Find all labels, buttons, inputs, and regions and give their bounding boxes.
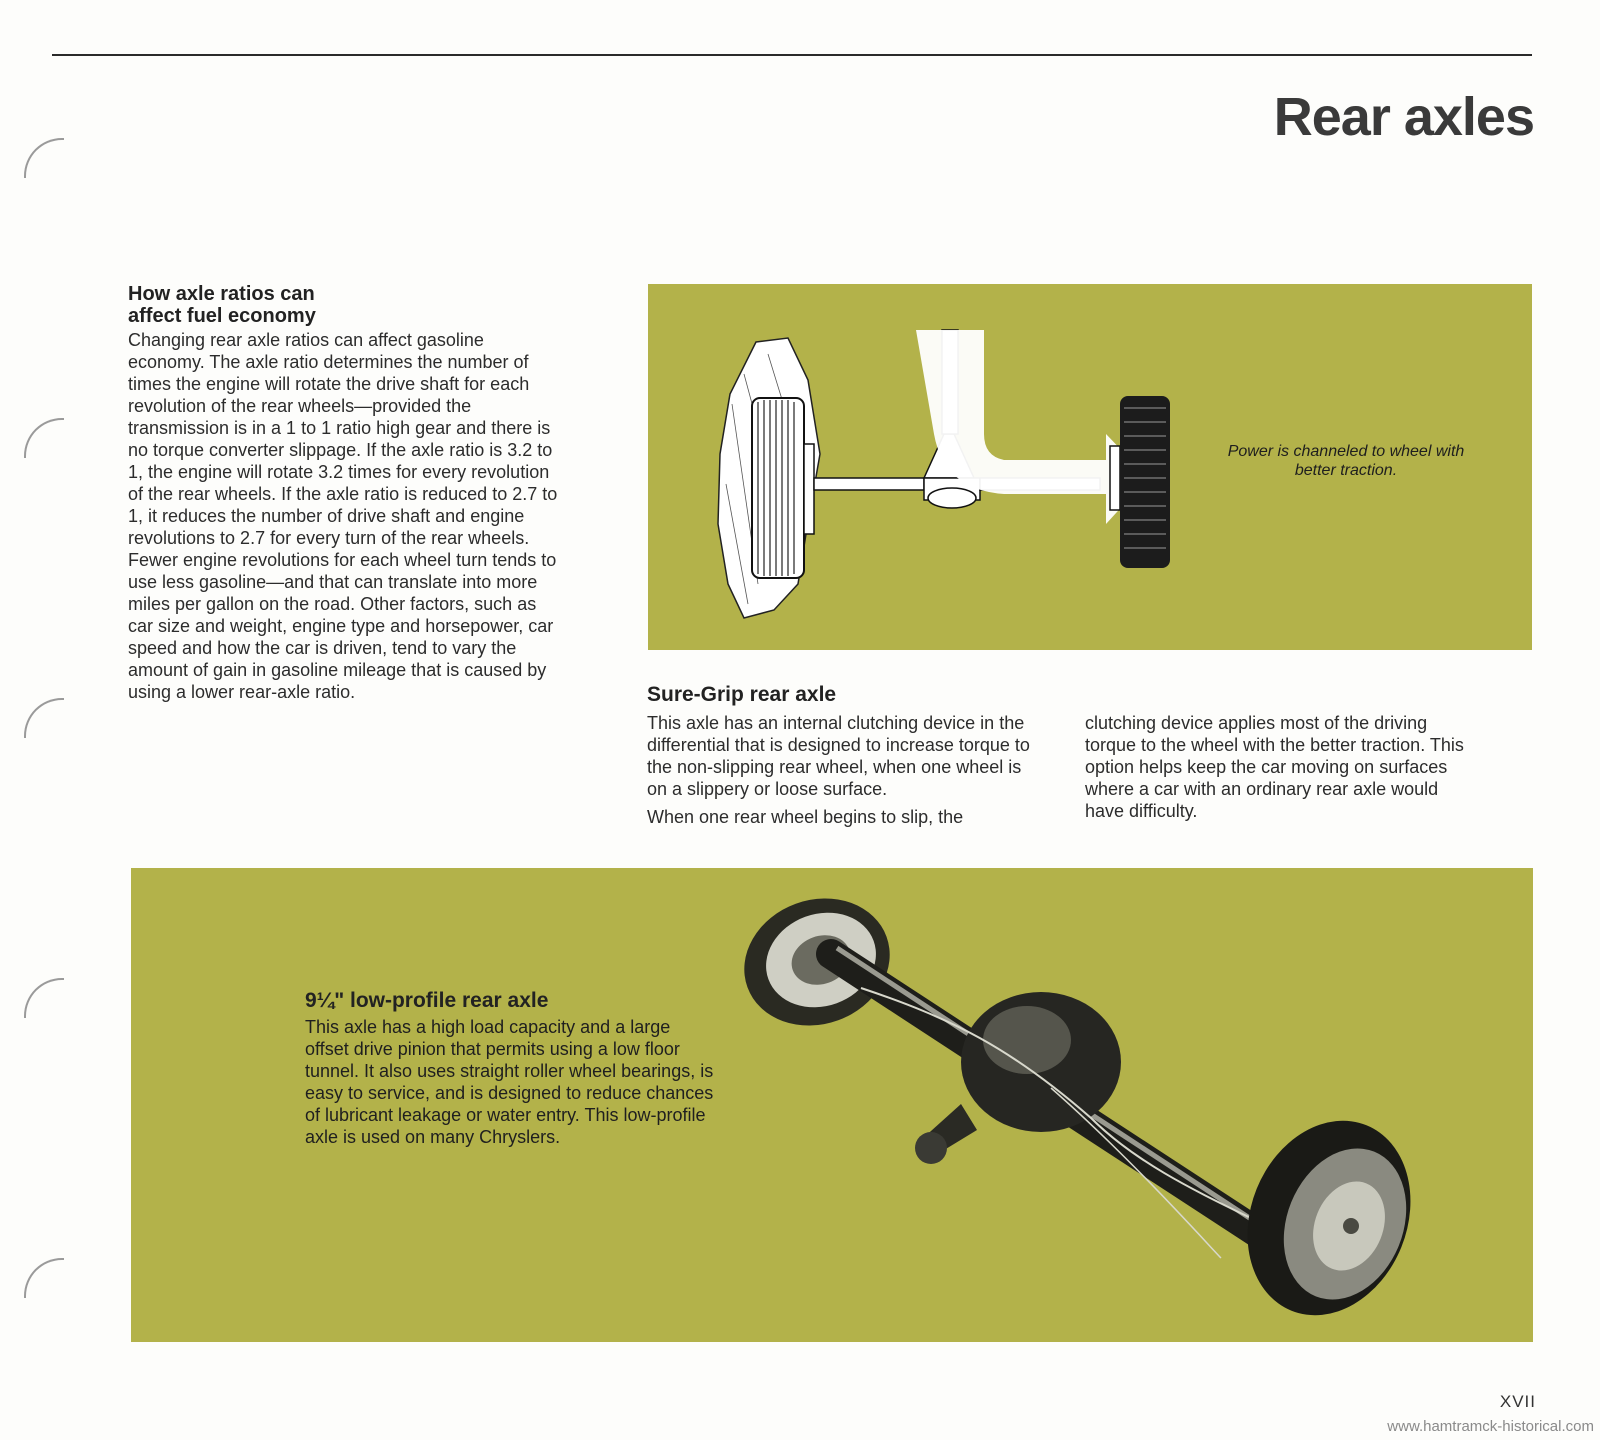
fuel-economy-heading-line2: affect fuel economy — [128, 305, 316, 327]
sure-grip-para3: clutching device applies most of the driving torque to the wheel with the better traction. This option helps keep the car moving on surfaces where a car with an ordinary rear axle would have difficulty. — [1085, 713, 1464, 821]
watermark-url: www.hamtramck-historical.com — [1387, 1418, 1594, 1435]
low-profile-body: This axle has a high load capacity and a large offset drive pinion that permits using a low floor tunnel. It also uses straight roller wheel bearings, is easy to service, and is designed to reduce chances of lubricant leakage or water entry. This low-profile axle is used on many Chryslers. — [305, 1017, 714, 1147]
binder-hole — [24, 418, 64, 458]
traction-wheel — [1110, 396, 1170, 568]
fuel-economy-body: Changing rear axle ratios can affect gasoline economy. The axle ratio determines the number of times the engine will rotate the drive shaft for each revolution of the rear wheels—provided the transmission is in a 1 to 1 ratio high gear and there is no torque converter slippage. If the axle ratio is 3.2 to 1, the engine will rotate 3.2 times for every revolution of the rear wheels. If the axle ratio is reduced to 2.7 to 1, it reduces the number of drive shaft and engine revolutions to 2.7 for every turn of the rear wheels. Fewer engine revolutions for each wheel turn tends to use less gasoline—and that can translate into more miles per gallon on the road. Other factors, such as car size and weight, engine type and horsepower, car speed and how the car is driven, tend to vary the amount of gain in gasoline mileage that is caused by using a lower rear-axle ratio. — [128, 330, 558, 702]
brake-drum-left — [726, 878, 907, 1045]
slipping-wheel — [752, 398, 814, 578]
fuel-economy-section — [128, 283, 558, 703]
binder-hole — [24, 698, 64, 738]
low-profile-text-block — [305, 990, 715, 1148]
binder-hole — [24, 138, 64, 178]
sure-grip-para2: When one rear wheel begins to slip, the — [647, 807, 964, 827]
diagram-caption: Power is channeled to wheel with better traction. — [1227, 443, 1465, 479]
page-title: Rear axles — [1273, 87, 1534, 147]
fuel-economy-heading-line1: How axle ratios can — [128, 283, 315, 305]
binder-hole — [24, 1258, 64, 1298]
sure-grip-para1: This axle has an internal clutching device in the differential that is designed to increase torque to the non-slipping rear wheel, when one wheel is on a slippery or loose surface. — [647, 713, 1030, 799]
sure-grip-heading: Sure-Grip rear axle — [647, 683, 837, 706]
low-profile-heading: 9¼" low-profile rear axle — [305, 989, 549, 1012]
top-rule — [52, 54, 1532, 56]
brake-drum-right — [1219, 1096, 1439, 1340]
binder-hole — [24, 978, 64, 1018]
fuel-economy-heading — [128, 283, 558, 327]
page-number: XVII — [1499, 1392, 1536, 1411]
traction-diagram-panel — [648, 284, 1532, 650]
low-profile-axle-panel — [131, 868, 1533, 1342]
sure-grip-section — [647, 684, 1477, 828]
